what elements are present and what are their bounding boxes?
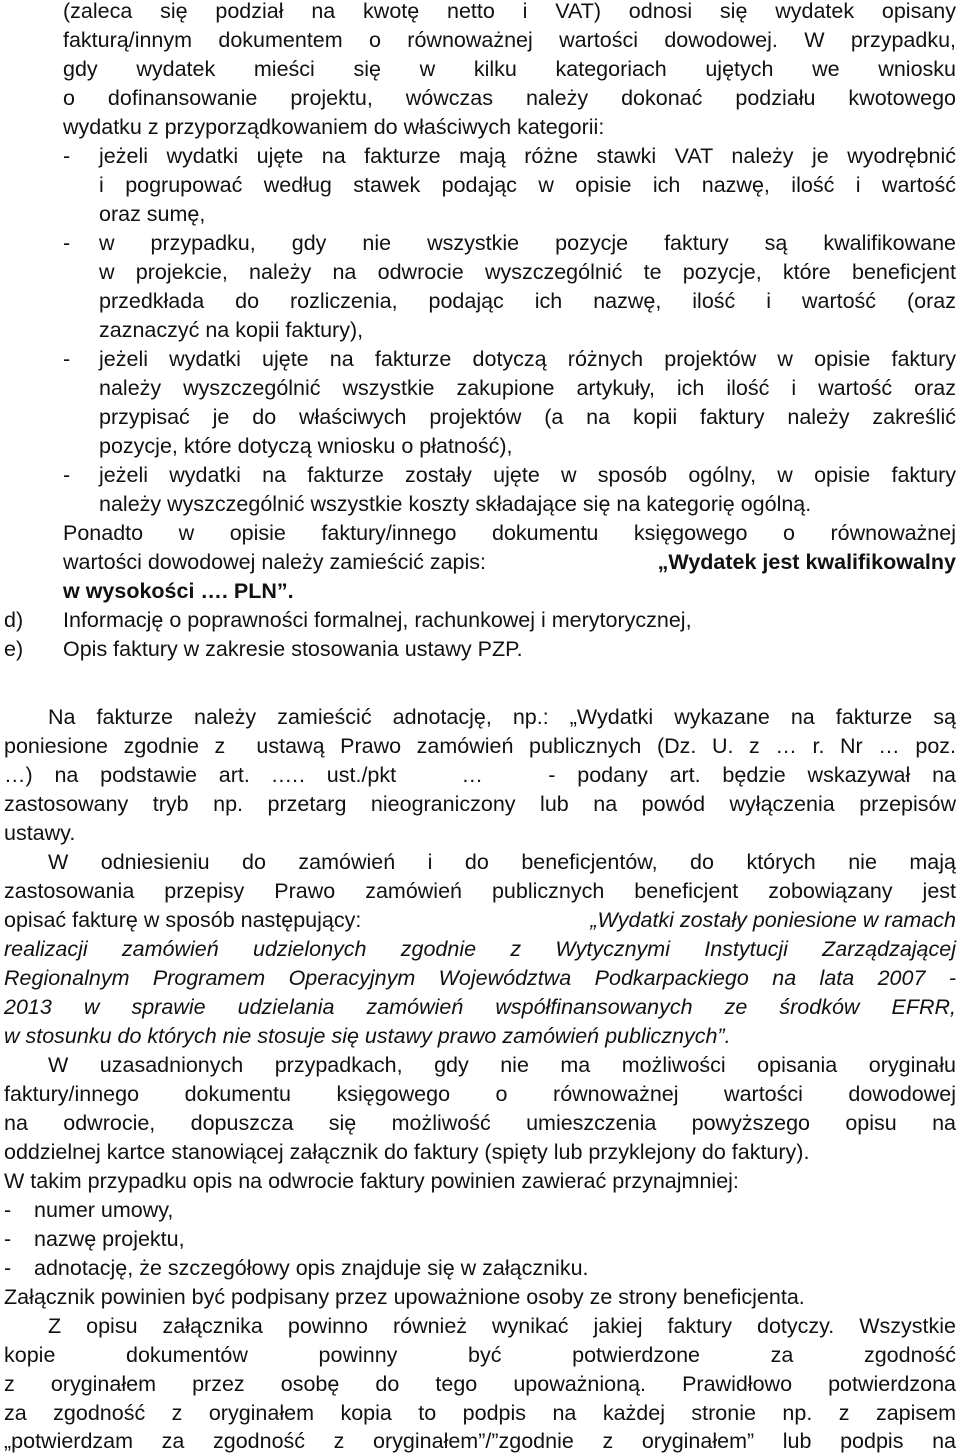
adnotacja-line-1: Na fakturze należy zamieścić adnotację, np.: „Wydatki wykazane na fakturze są <box>48 705 956 729</box>
item-d-text: Informację o poprawności formalnej, rachunkowej i merytorycznej, <box>63 608 692 632</box>
odniesienie-quote-line-4: w stosunku do których nie stosuje się ustawy prawo zamówień publicznych”. <box>4 1024 731 1048</box>
bullet-2-line-4: zaznaczyć na kopii faktury), <box>99 318 364 342</box>
bullet-3-line-4: pozycje, które dotyczą wniosku o płatność), <box>99 434 513 458</box>
list-item-adnotacja: adnotację, że szczegółowy opis znajduje się w załączniku. <box>34 1256 589 1280</box>
list-dash: - <box>4 1227 12 1251</box>
list-item-nazwa-projektu: nazwę projektu, <box>34 1227 185 1251</box>
intro-line-2: fakturą/innym dokumentem o równoważnej wartości dowodowej. W przypadku, <box>63 28 956 52</box>
opis-line-5: „potwierdzam za zgodność z oryginałem”/”zgodnie z oryginałem” lub podpis na <box>4 1429 956 1453</box>
intro-line-3: gdy wydatek mieści się w kilku kategoriach ujętych we wniosku <box>63 57 956 81</box>
uzasadnione-line-5: W takim przypadku opis na odwrocie faktury powinien zawierać przynajmniej: <box>4 1169 739 1193</box>
item-marker-e: e) <box>4 637 24 661</box>
bullet-dash: - <box>63 347 71 371</box>
uzasadnione-line-3: na odwrocie, dopuszcza się możliwość umieszczenia powyższego opisu na <box>4 1111 956 1135</box>
item-e-text: Opis faktury w zakresie stosowania ustawy PZP. <box>63 637 523 661</box>
bullet-3-line-3: przypisać je do właściwych projektów (a na kopii faktury należy zakreślić <box>99 405 956 429</box>
bullet-3-line-2: należy wyszczególnić wszystkie zakupione artykuły, ich ilość i wartość oraz <box>99 376 956 400</box>
uzasadnione-line-2: faktury/innego dokumentu księgowego o równoważnej wartości dowodowej <box>4 1082 956 1106</box>
odniesienie-quote-start: „Wydatki zostały poniesione w ramach <box>590 908 956 932</box>
qualifying-statement-end: w wysokości …. PLN”. <box>63 579 294 603</box>
odniesienie-line-1: W odniesieniu do zamówień i do beneficjentów, do których nie mają <box>48 850 956 874</box>
list-dash: - <box>4 1198 12 1222</box>
opis-line-1: Z opisu załącznika powinno również wynikać jakiej faktury dotyczy. Wszystkie <box>48 1314 956 1338</box>
bullet-2-line-3: przedkłada do rozliczenia, podając ich nazwę, ilość i wartość (oraz <box>99 289 956 313</box>
opis-line-4: za zgodność z oryginałem kopia to podpis na każdej stronie np. z zapisem <box>4 1401 956 1425</box>
adnotacja-line-4: zastosowany tryb np. przetarg nieograniczony lub na powód wyłączenia przepisów <box>4 792 956 816</box>
intro-line-5: wydatku z przyporządkowaniem do właściwych kategorii: <box>63 115 605 139</box>
item-marker-d: d) <box>4 608 24 632</box>
intro-line-1: (zaleca się podział na kwotę netto i VAT) odnosi się wydatek opisany <box>63 0 956 23</box>
ponadto-line-2 <box>63 548 956 577</box>
bullet-2-line-2: w projekcie, należy na odwrocie wyszczególnić te pozycje, które beneficjent <box>99 260 956 284</box>
bullet-4-line-1: jeżeli wydatki na fakturze zostały ujęte w sposób ogólny, w opisie faktury <box>99 463 956 487</box>
bullet-2-line-1: w przypadku, gdy nie wszystkie pozycje faktury są kwalifikowane <box>99 231 956 255</box>
adnotacja-line-3: …) na podstawie art. .…. ust./pkt … - podany art. będzie wskazywał na <box>4 763 956 787</box>
zalacznik-line: Załącznik powinien być podpisany przez upoważnione osoby ze strony beneficjenta. <box>4 1285 805 1309</box>
bullet-dash: - <box>63 144 71 168</box>
bullet-3-line-1: jeżeli wydatki ujęte na fakturze dotyczą różnych projektów w opisie faktury <box>99 347 956 371</box>
odniesienie-line-3 <box>4 906 956 935</box>
adnotacja-line-2: poniesione zgodnie z ustawą Prawo zamówień publicznych (Dz. U. z … r. Nr … poz. <box>4 734 956 758</box>
bullet-dash: - <box>63 231 71 255</box>
adnotacja-line-5: ustawy. <box>4 821 76 845</box>
bullet-1-line-3: oraz sumę, <box>99 202 206 226</box>
odniesienie-quote-line-3: 2013 w sprawie udzielania zamówień współfinansowanych ze środków EFRR, <box>4 995 956 1019</box>
qualifying-statement-start: „Wydatek jest kwalifikowalny <box>657 550 956 574</box>
odniesienie-line-2: zastosowania przepisy Prawo zamówień publicznych beneficjent zobowiązany jest <box>4 879 956 903</box>
odniesienie-quote-line-2: Regionalnym Programem Operacyjnym Województwa Podkarpackiego na lata 2007 - <box>4 966 956 990</box>
ponadto-line-1: Ponadto w opisie faktury/innego dokumentu księgowego o równoważnej <box>63 521 956 545</box>
opis-line-2: kopie dokumentów powinny być potwierdzone za zgodność <box>4 1343 956 1367</box>
odniesienie-line-3-text: opisać fakturę w sposób następujący: <box>4 908 368 932</box>
list-item-numer-umowy: numer umowy, <box>34 1198 174 1222</box>
intro-line-4: o dofinansowanie projektu, wówczas należy dokonać podziału kwotowego <box>63 86 956 110</box>
uzasadnione-line-4: oddzielnej kartce stanowiącej załącznik do faktury (spięty lub przyklejony do faktury). <box>4 1140 810 1164</box>
odniesienie-quote-line-1: realizacji zamówień udzielonych zgodnie z Wytycznymi Instytucji Zarządzającej <box>4 937 956 961</box>
list-dash: - <box>4 1256 12 1280</box>
bullet-dash: - <box>63 463 71 487</box>
ponadto-line-2-text: wartości dowodowej należy zamieścić zapis: <box>63 550 492 574</box>
bullet-1-line-2: i pogrupować według stawek podając w opisie ich nazwę, ilość i wartość <box>99 173 956 197</box>
bullet-4-line-2: należy wyszczególnić wszystkie koszty składające się na kategorię ogólną. <box>99 492 812 516</box>
uzasadnione-line-1: W uzasadnionych przypadkach, gdy nie ma możliwości opisania oryginału <box>48 1053 956 1077</box>
opis-line-3: z oryginałem przez osobę do tego upoważnioną. Prawidłowo potwierdzona <box>4 1372 956 1396</box>
bullet-1-line-1: jeżeli wydatki ujęte na fakturze mają różne stawki VAT należy je wyodrębnić <box>99 144 956 168</box>
